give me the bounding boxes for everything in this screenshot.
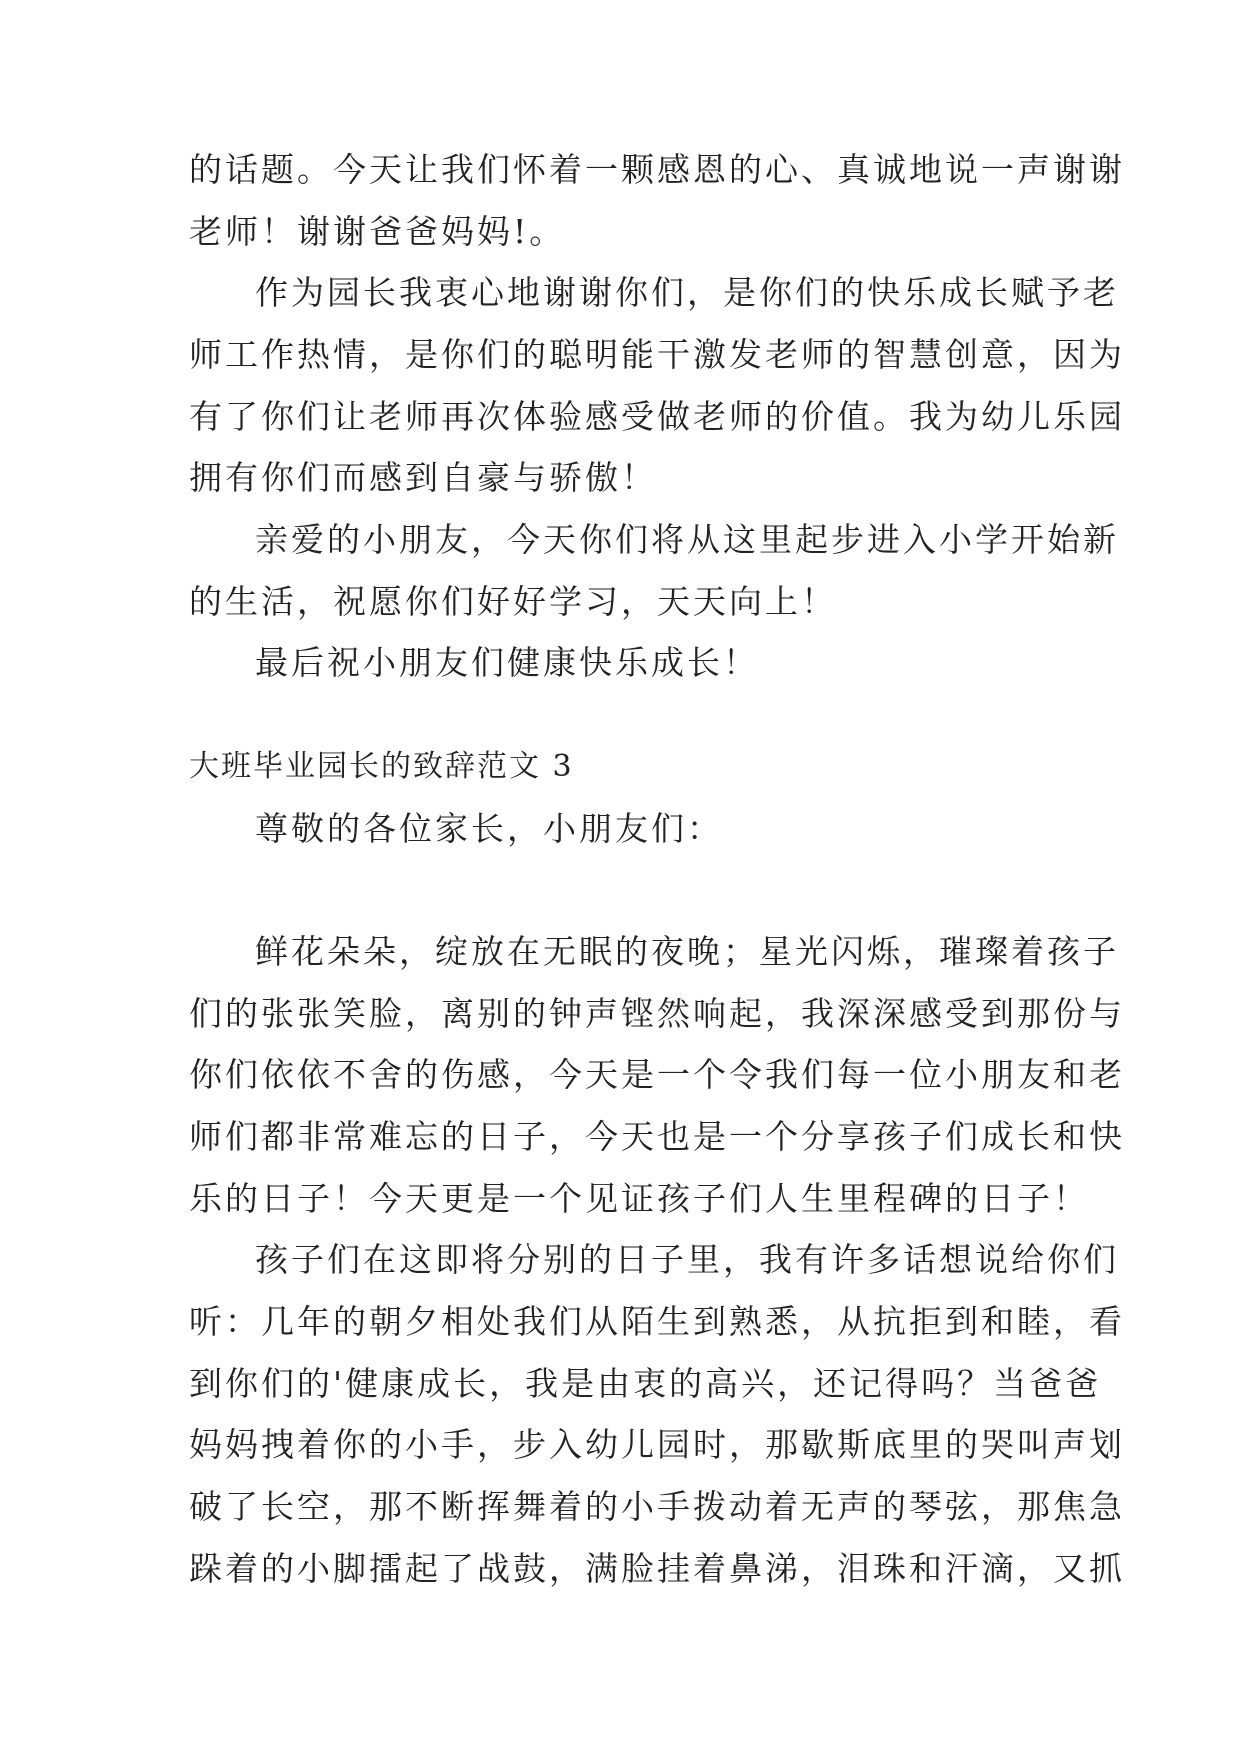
paragraph-first-line: 作为园长我衷心地谢谢你们，是你们的快乐成长赋予老 (255, 273, 1119, 312)
body-line: 师们都非常难忘的日子，今天也是一个分享孩子们成长和快 (189, 1117, 1125, 1156)
body-line: 乐的日子！今天更是一个见证孩子们人生里程碑的日子！ (189, 1179, 1089, 1218)
body-line: 们的张张笑脸，离别的钟声铿然响起，我深深感受到那份与 (189, 994, 1125, 1033)
body-line: 破了长空，那不断挥舞着的小手拨动着无声的琴弦，那焦急 (189, 1487, 1125, 1526)
salutation: 尊敬的各位家长，小朋友们： (255, 809, 723, 848)
body-line: 师工作热情，是你们的聪明能干激发老师的智慧创意，因为 (189, 335, 1125, 374)
paragraph-first-line: 亲爱的小朋友，今天你们将从这里起步进入小学开始新 (255, 520, 1119, 559)
section-title: 大班毕业园长的致辞范文 3 (189, 749, 574, 784)
paragraph-first-line: 鲜花朵朵，绽放在无眠的夜晚；星光闪烁，璀璨着孩子 (255, 932, 1119, 971)
body-line: 你们依依不舍的伤感，今天是一个令我们每一位小朋友和老 (189, 1055, 1125, 1094)
paragraph-first-line: 孩子们在这即将分别的日子里，我有许多话想说给你们 (255, 1240, 1119, 1279)
paragraph-first-line: 最后祝小朋友们健康快乐成长！ (255, 643, 759, 682)
body-line: 拥有你们而感到自豪与骄傲！ (189, 458, 657, 497)
body-line: 的生活，祝愿你们好好学习，天天向上！ (189, 582, 837, 621)
body-line: 跺着的小脚擂起了战鼓，满脸挂着鼻涕，泪珠和汗滴，又抓 (189, 1549, 1125, 1588)
body-line: 听：几年的朝夕相处我们从陌生到熟悉，从抗拒到和睦，看 (189, 1302, 1125, 1341)
body-line: 到你们的'健康成长，我是由衷的高兴，还记得吗？当爸爸 (189, 1364, 1102, 1403)
body-line: 有了你们让老师再次体验感受做老师的价值。我为幼儿乐园 (189, 397, 1125, 436)
body-line: 的话题。今天让我们怀着一颗感恩的心、真诚地说一声谢谢 (189, 150, 1125, 189)
body-line: 老师！谢谢爸爸妈妈!。 (189, 212, 566, 251)
body-line: 妈妈拽着你的小手，步入幼儿园时，那歇斯底里的哭叫声划 (189, 1425, 1125, 1464)
